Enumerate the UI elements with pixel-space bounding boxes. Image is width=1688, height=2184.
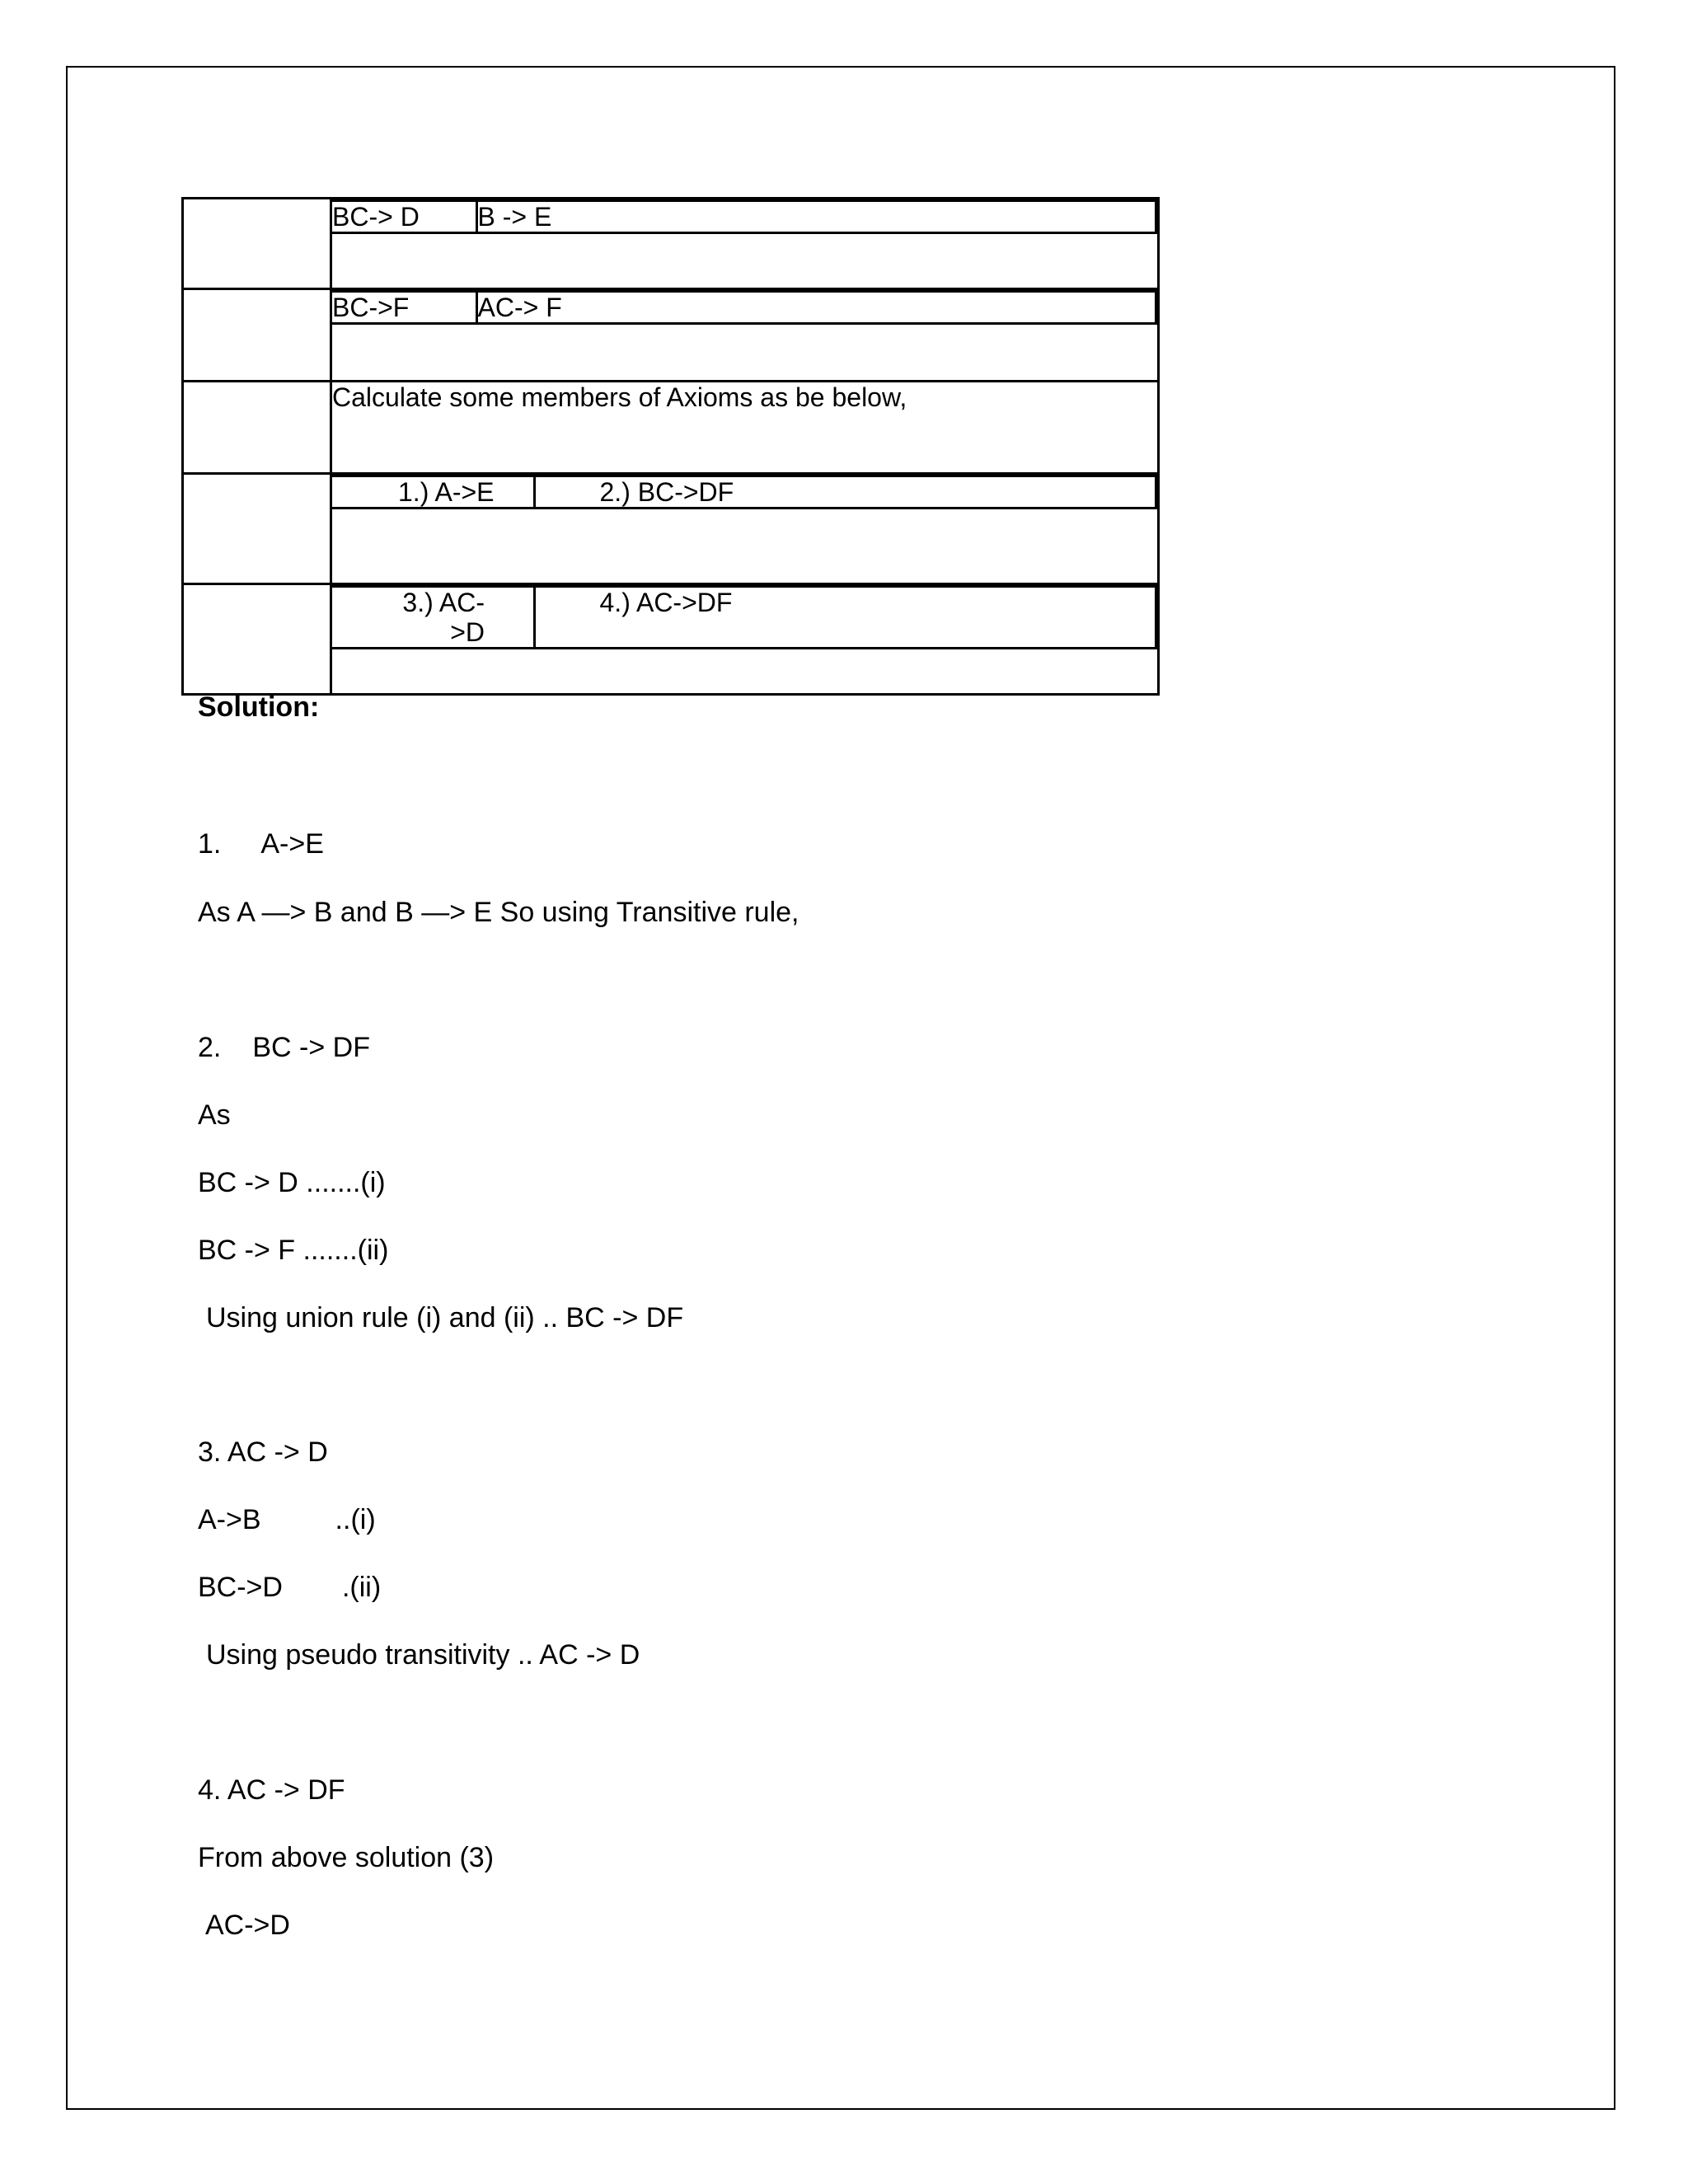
- fd-bc-f: BC->F: [332, 292, 476, 324]
- solution-3-title: 3. AC -> D: [198, 1436, 328, 1468]
- table-cell-empty: [183, 584, 331, 695]
- table-cell-empty: [183, 289, 331, 382]
- task-item-3-line2: >D: [450, 617, 485, 647]
- task-item-4: 4.) AC->DF: [534, 587, 1156, 649]
- solution-2-line: BC -> F .......(ii): [198, 1235, 389, 1266]
- table-cell-empty: [183, 199, 331, 289]
- solution-heading: Solution:: [198, 691, 320, 723]
- task-item-3: [332, 587, 534, 649]
- solution-3-line: [198, 1503, 376, 1536]
- table-cell: [331, 289, 1159, 382]
- solution-4-title: 4. AC -> DF: [198, 1774, 345, 1806]
- solution-3-ref: ..(i): [335, 1504, 376, 1535]
- solution-4-line: From above solution (3): [198, 1842, 495, 1873]
- solution-4-line: AC->D: [205, 1910, 290, 1941]
- table-cell-empty: [183, 382, 331, 474]
- solution-1-title: [198, 827, 324, 860]
- table-cell: [331, 584, 1159, 695]
- task-instruction: Calculate some members of Axioms as be below,: [331, 382, 1159, 474]
- solution-2-line: Using union rule (i) and (ii) .. BC -> DF: [206, 1302, 684, 1333]
- solution-1-line: As A —> B and B —> E So using Transitive rule,: [198, 897, 799, 928]
- solution-1-label: A->E: [260, 828, 324, 860]
- axioms-table: [181, 197, 1160, 696]
- solution-2-number: 2.: [198, 1032, 222, 1063]
- solution-3-line: Using pseudo transitivity .. AC -> D: [206, 1639, 640, 1671]
- table-cell-empty: [183, 474, 331, 584]
- solution-3-fd: BC->D: [198, 1572, 283, 1603]
- solution-3-ref: .(ii): [341, 1572, 382, 1603]
- solution-2-line: BC -> D .......(i): [198, 1167, 386, 1198]
- table-row: [183, 584, 1159, 695]
- fd-bc-d: BC-> D: [332, 201, 476, 233]
- task-item-3-line1: 3.) AC-: [402, 588, 485, 617]
- fd-ac-f: AC-> F: [476, 292, 1156, 324]
- solution-2-title: [198, 1031, 370, 1064]
- fd-b-e: B -> E: [476, 201, 1156, 233]
- table-row: [183, 382, 1159, 474]
- solution-1-number: 1.: [198, 828, 222, 860]
- solution-3-line: [198, 1571, 381, 1604]
- solution-3-fd: A->B: [198, 1504, 261, 1535]
- solution-2-label: BC -> DF: [252, 1032, 370, 1063]
- table-cell: [331, 474, 1159, 584]
- task-item-2: 2.) BC->DF: [534, 476, 1156, 509]
- table-cell: [331, 199, 1159, 289]
- solution-2-line: As: [198, 1099, 231, 1131]
- task-item-3-text: [398, 588, 485, 647]
- table-row: [183, 199, 1159, 289]
- task-item-1: 1.) A->E: [332, 476, 534, 509]
- table-row: [183, 289, 1159, 382]
- table-row: [183, 474, 1159, 584]
